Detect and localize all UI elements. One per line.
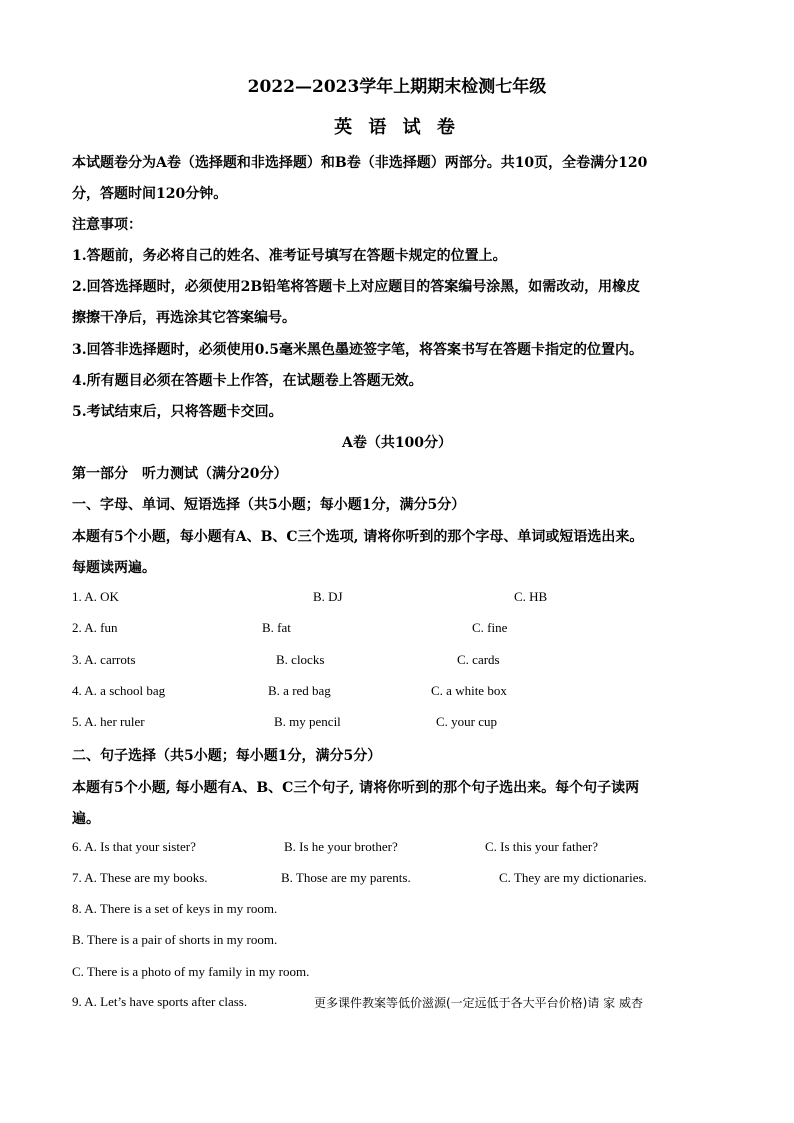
notice-item-2b: 擦擦干净后，再选涂其它答案编号。 [72,310,296,326]
q5-option-b: B. my pencil [274,714,341,729]
q6-option-a: 6. A. Is that your sister? [72,839,196,854]
notice-item-4: 4.所有题目必须在答题卡上作答，在试题卷上答题无效。 [72,373,423,389]
promo-note: 更多课件教案等低价滋源(一定远低于各大平台价格)请 家 威杏 [314,996,643,1010]
q4-option-c: C. a white box [431,683,507,698]
q1-option-c: C. HB [514,589,548,604]
q3-option-c: C. cards [457,652,500,667]
notice-title: 注意事项： [72,217,142,233]
q2-description-b: 遍。 [72,811,100,827]
q8-option-c: C. There is a photo of my family in my room. [72,964,310,979]
exam-title: 2022—2023学年上期期末检测七年级 [247,77,547,97]
notice-item-3: 3.回答非选择题时，必须使用0.5毫米黑色墨迹签字笔，将答案书写在答题卡指定的位置内。 [72,342,643,358]
notice-item-5: 5.考试结束后，只将答题卡交回。 [72,404,283,420]
q2-description-a: 本题有5个小题, 每小题有A、B、C三个句子, 请将你听到的那个句子选出来。每个句子读两 [72,780,640,796]
q4-option-a: 4. A. a school bag [72,683,166,698]
q7-option-c: C. They are my dictionaries. [499,870,647,885]
q1-heading: 一、字母、单词、短语选择（共5小题；每小题1分，满分5分） [72,497,466,513]
q1-description-a: 本题有5个小题，每小题有A、B、C三个选项, 请将你听到的那个字母、单词或短语选出来。 [72,529,644,545]
q5-option-a: 5. A. her ruler [72,714,145,729]
notice-item-2a: 2.回答选择题时，必须使用2B铅笔将答题卡上对应题目的答案编号涂黑，如需改动，用橡皮 [72,279,641,295]
q2-option-c: C. fine [472,620,508,635]
notice-item-1: 1.答题前，务必将自己的姓名、准考证号填写在答题卡规定的位置上。 [72,248,507,264]
q4-option-b: B. a red bag [268,683,331,698]
q9-option-a: 9. A. Let’s have sports after class. [72,994,248,1009]
part-1-heading: 第一部分 听力测试（满分20分） [72,466,288,482]
section-a-heading: A卷（共100分） [341,435,453,451]
q1-option-a: 1. A. OK [72,589,119,604]
q2-option-a: 2. A. fun [72,620,118,635]
q3-option-a: 3. A. carrots [72,652,136,667]
q8-option-b: B. There is a pair of shorts in my room. [72,932,278,947]
q7-option-b: B. Those are my parents. [281,870,411,885]
q6-option-b: B. Is he your brother? [284,839,398,854]
q1-description-b: 每题读两遍。 [72,560,156,576]
intro-line-1: 本试题卷分为A卷（选择题和非选择题）和B卷（非选择题）两部分。共10页，全卷满分120 [72,155,648,171]
intro-line-2: 分，答题时间120分钟。 [72,186,228,202]
q1-option-b: B. DJ [313,589,343,604]
q8-option-a: 8. A. There is a set of keys in my room. [72,901,278,916]
q2-option-b: B. fat [262,620,291,635]
q2-heading: 二、句子选择（共5小题；每小题1分，满分5分） [72,748,382,764]
q3-option-b: B. clocks [276,652,325,667]
q6-option-c: C. Is this your father? [485,839,599,854]
q5-option-c: C. your cup [436,714,498,729]
q7-option-a: 7. A. These are my books. [72,870,208,885]
exam-subtitle: 英 语 试 卷 [334,117,460,138]
